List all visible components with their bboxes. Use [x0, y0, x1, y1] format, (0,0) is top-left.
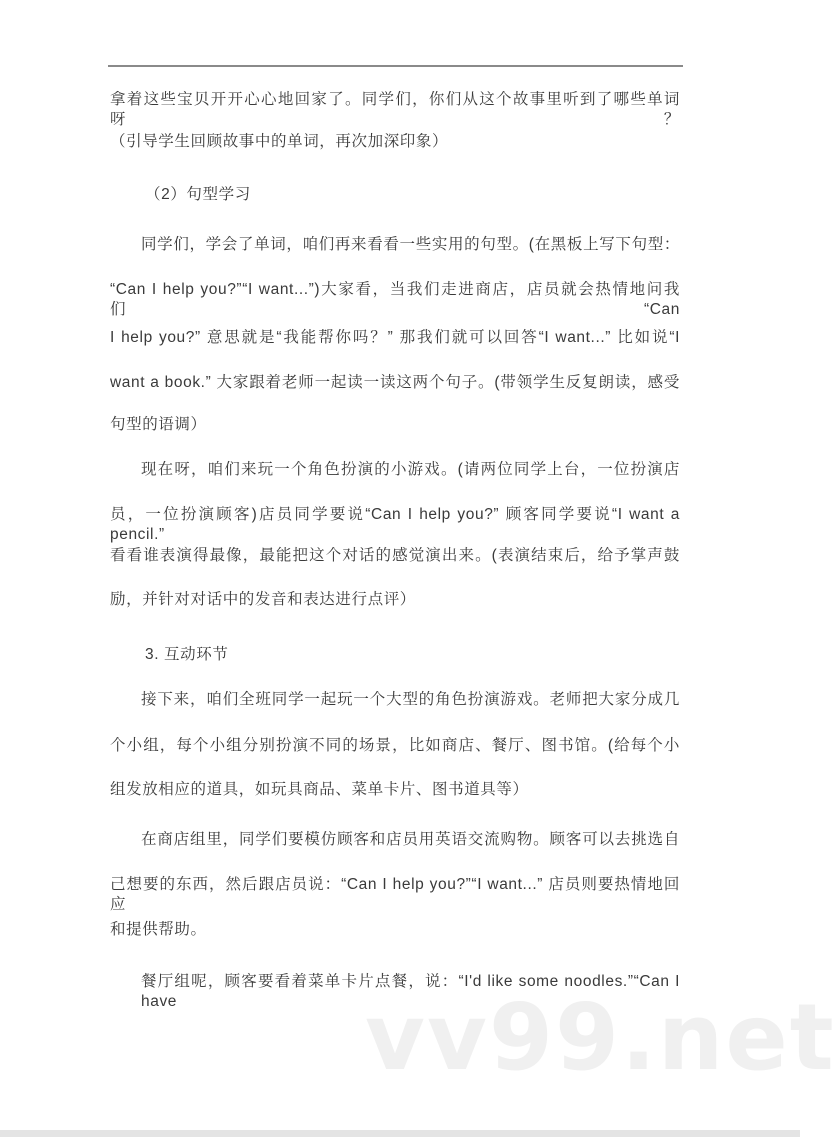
text-line: 同学们，学会了单词，咱们再来看看一些实用的句型。(在黑板上写下句型：: [141, 236, 680, 253]
text-line: 接下来，咱们全班同学一起玩一个大型的角色扮演游戏。老师把大家分成几: [141, 691, 680, 708]
text-line: 看看谁表演得最像，最能把这个对话的感觉演出来。(表演结束后，给予掌声鼓: [110, 547, 680, 564]
watermark: vv99.net: [365, 984, 836, 1091]
text-line: want a book.” 大家跟着老师一起读一读这两个句子。(带领学生反复朗读，感受: [110, 374, 680, 391]
section-heading: （2）句型学习: [145, 186, 251, 203]
text-line: 现在呀，咱们来玩一个角色扮演的小游戏。(请两位同学上台，一位扮演店: [141, 461, 680, 478]
text-line: 组发放相应的道具，如玩具商品、菜单卡片、图书道具等）: [110, 781, 529, 798]
text-line: 在商店组里，同学们要模仿顾客和店员用英语交流购物。顾客可以去挑选自: [141, 831, 680, 848]
text-line: 己想要的东西，然后跟店员说：“Can I help you?”“I want...” 店员则要热情地回应: [110, 876, 680, 913]
text-line: 和提供帮助。: [110, 921, 207, 938]
text-line: 餐厅组呢，顾客要看着菜单卡片点餐，说：“I'd like some noodles.”“Can I have: [141, 973, 680, 1010]
text-line: 句型的语调）: [110, 416, 207, 433]
text-line: （引导学生回顾故事中的单词，再次加深印象）: [110, 133, 449, 150]
text-line: 励，并针对对话中的发音和表达进行点评）: [110, 591, 416, 608]
text-line: 拿着这些宝贝开开心心地回家了。同学们，你们从这个故事里听到了哪些单词呀？: [110, 91, 680, 128]
text-line: “Can I help you?”“I want...”)大家看，当我们走进商店，店员就会热情地问我们“Can: [110, 281, 680, 318]
header-rule: [108, 65, 683, 67]
text-line: 个小组，每个小组分别扮演不同的场景，比如商店、餐厅、图书馆。(给每个小: [110, 737, 680, 754]
page-bottom-edge: [0, 1130, 800, 1137]
text-line: 员，一位扮演顾客)店员同学要说“Can I help you?” 顾客同学要说“I want a pencil.”: [110, 506, 680, 543]
text-line: I help you?” 意思就是“我能帮你吗？” 那我们就可以回答“I want...” 比如说“I: [110, 329, 680, 346]
section-heading: 3. 互动环节: [145, 646, 229, 663]
